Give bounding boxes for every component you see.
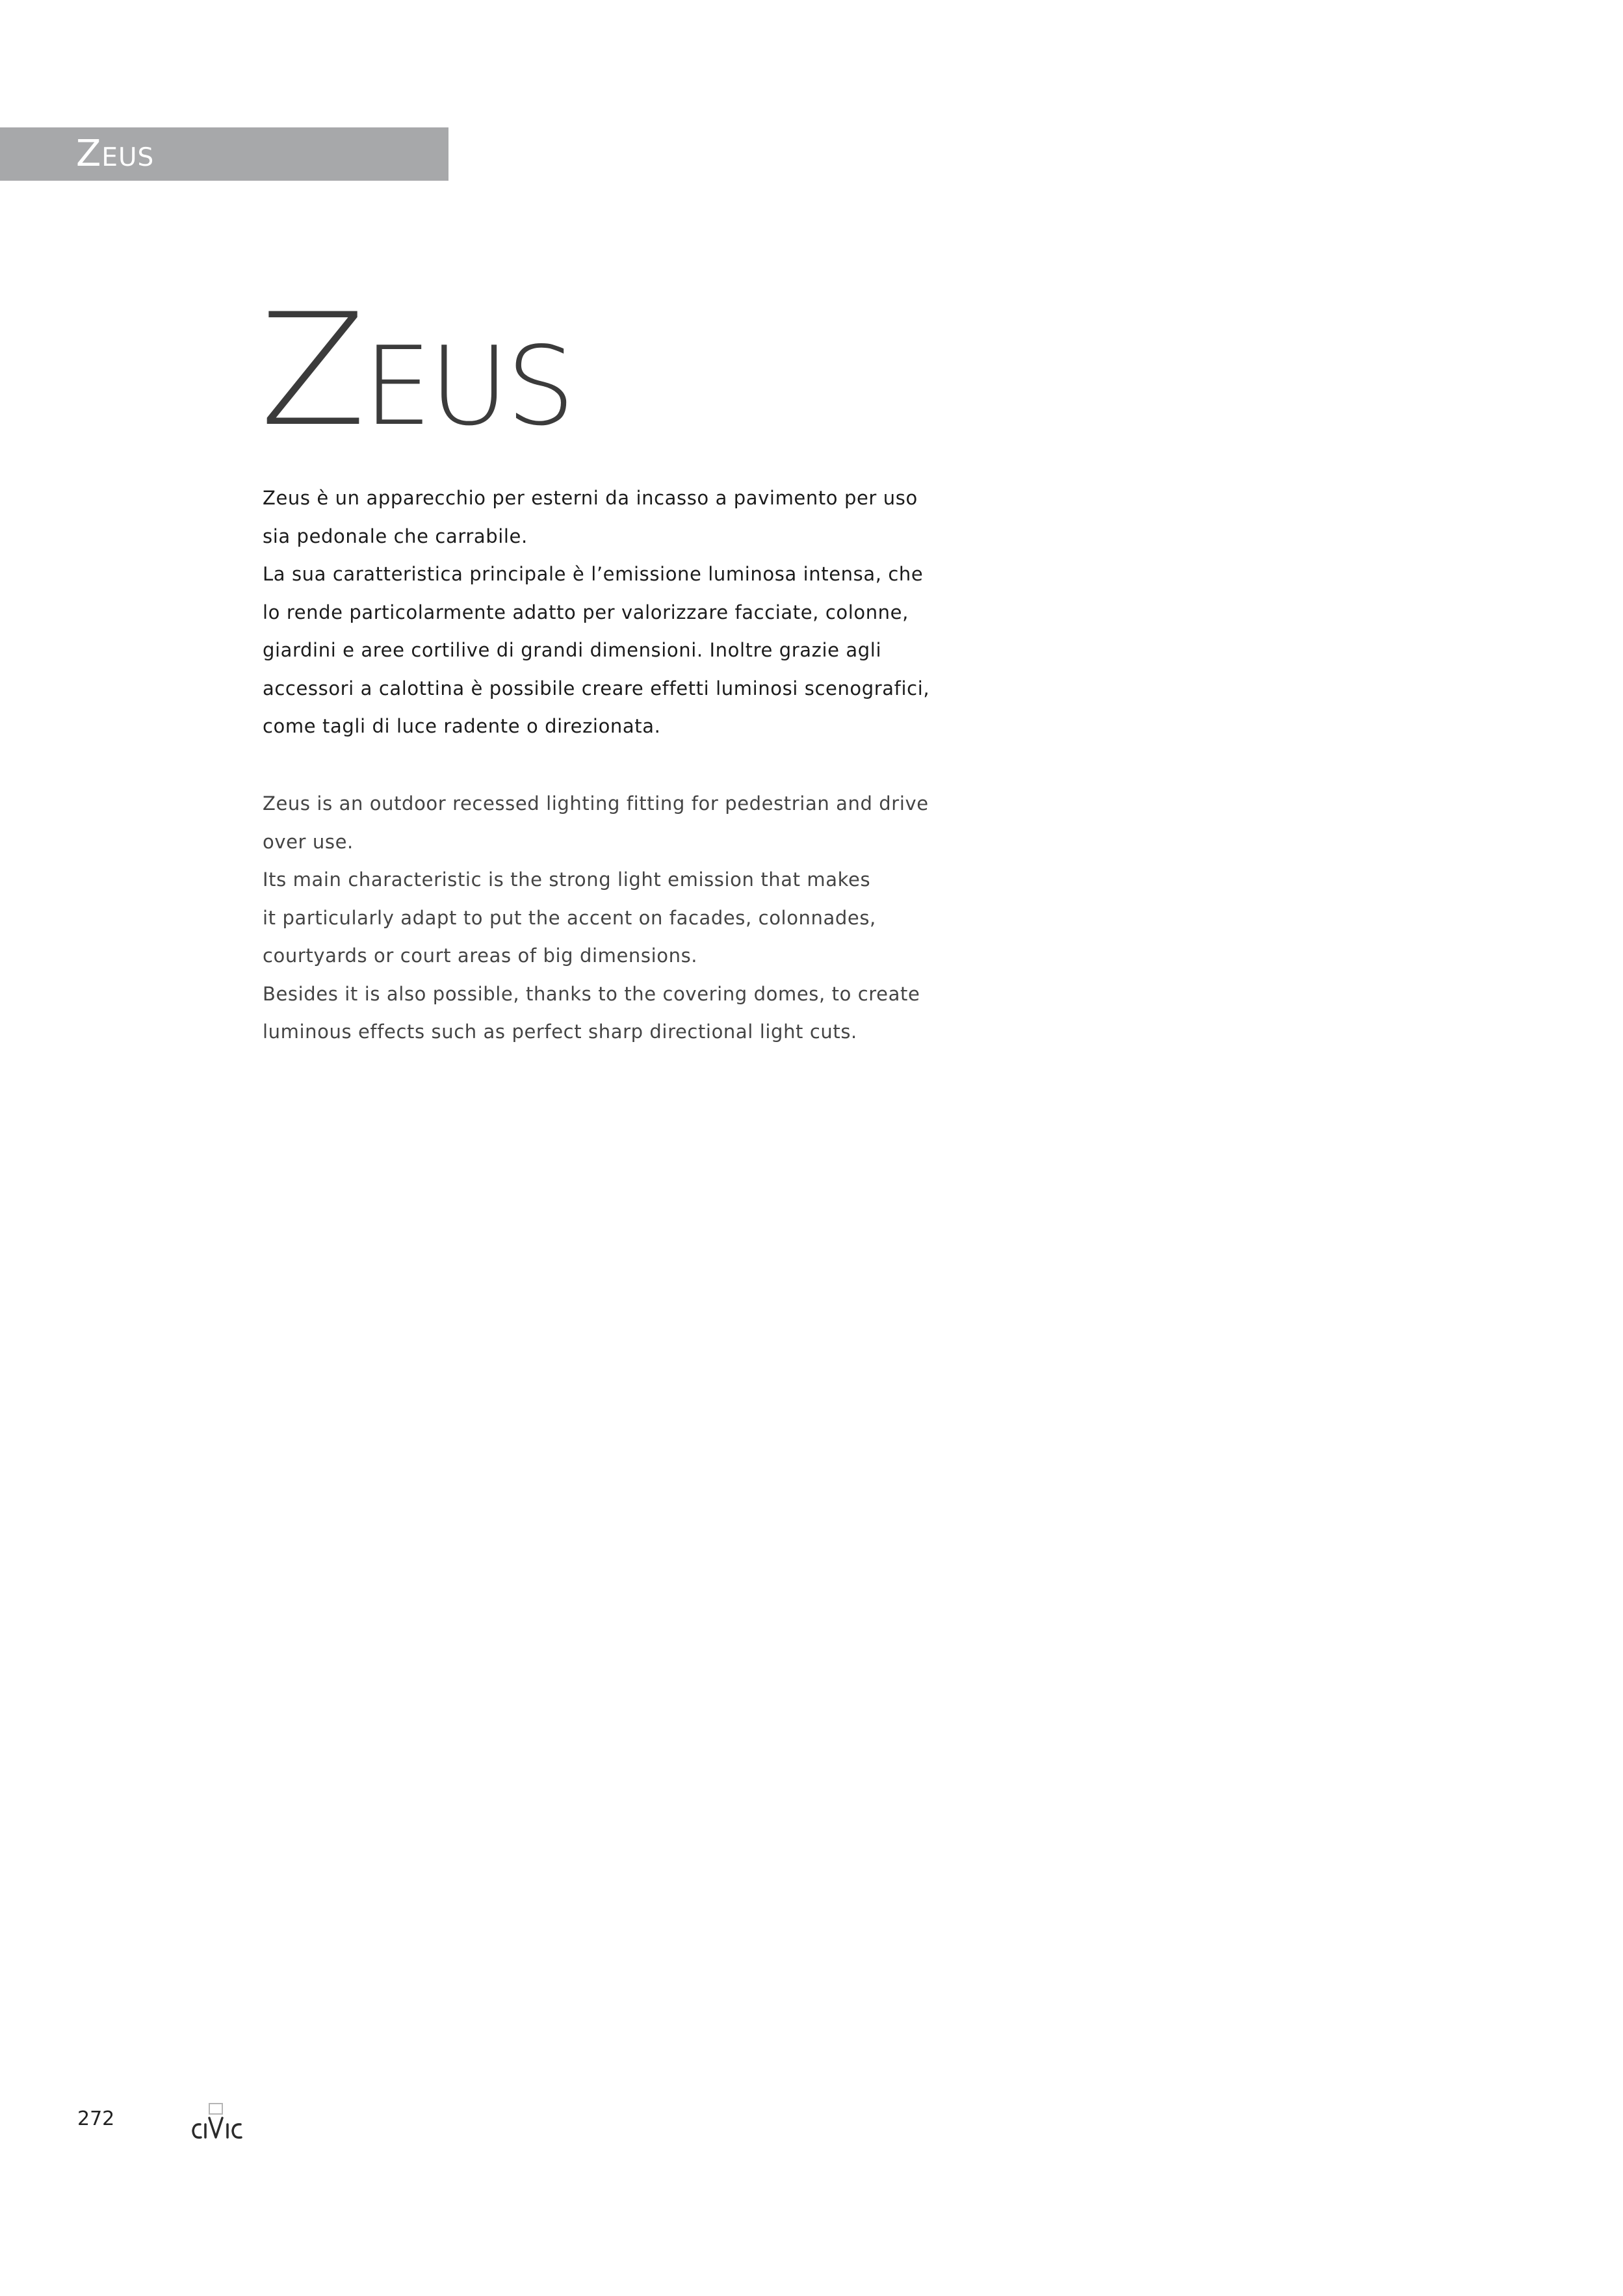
- intro-italian-line: Zeus è un apparecchio per esterni da incasso a pavimento per uso: [263, 487, 918, 509]
- intro-italian-line: giardini e aree cortilive di grandi dimensioni. Inoltre grazie agli: [263, 639, 882, 661]
- intro-english-line: Zeus is an outdoor recessed lighting fitting for pedestrian and drive: [263, 792, 929, 815]
- intro-italian: [263, 479, 945, 746]
- intro-english-line: it particularly adapt to put the accent on facades, colonnades,: [263, 906, 876, 929]
- intro-italian-line: accessori a calottina è possibile creare effetti luminosi scenografici,: [263, 677, 930, 699]
- intro-english-line: over use.: [263, 830, 354, 853]
- intro-italian-line: La sua caratteristica principale è l’emissione luminosa intensa, che: [263, 563, 924, 585]
- intro-english-line: Its main characteristic is the strong light emission that makes: [263, 868, 871, 891]
- intro-english-line: luminous effects such as perfect sharp directional light cuts.: [263, 1021, 857, 1043]
- section-header-band: [0, 127, 448, 181]
- intro-english-line: courtyards or court areas of big dimensions.: [263, 945, 698, 967]
- intro-italian-line: sia pedonale che carrabile.: [263, 525, 528, 547]
- intro-italian-line: lo rende particolarmente adatto per valorizzare facciate, colonne,: [263, 601, 909, 623]
- intro-english: [263, 785, 945, 1051]
- intro-english-line: Besides it is also possible, thanks to the covering domes, to create: [263, 982, 920, 1005]
- page-title: Zeus: [260, 281, 573, 461]
- brand-logo: [190, 2102, 244, 2143]
- page-number: 272: [77, 2107, 115, 2130]
- section-header-label: Zeus: [76, 133, 155, 175]
- intro-italian-line: come tagli di luce radente o direzionata.: [263, 715, 661, 737]
